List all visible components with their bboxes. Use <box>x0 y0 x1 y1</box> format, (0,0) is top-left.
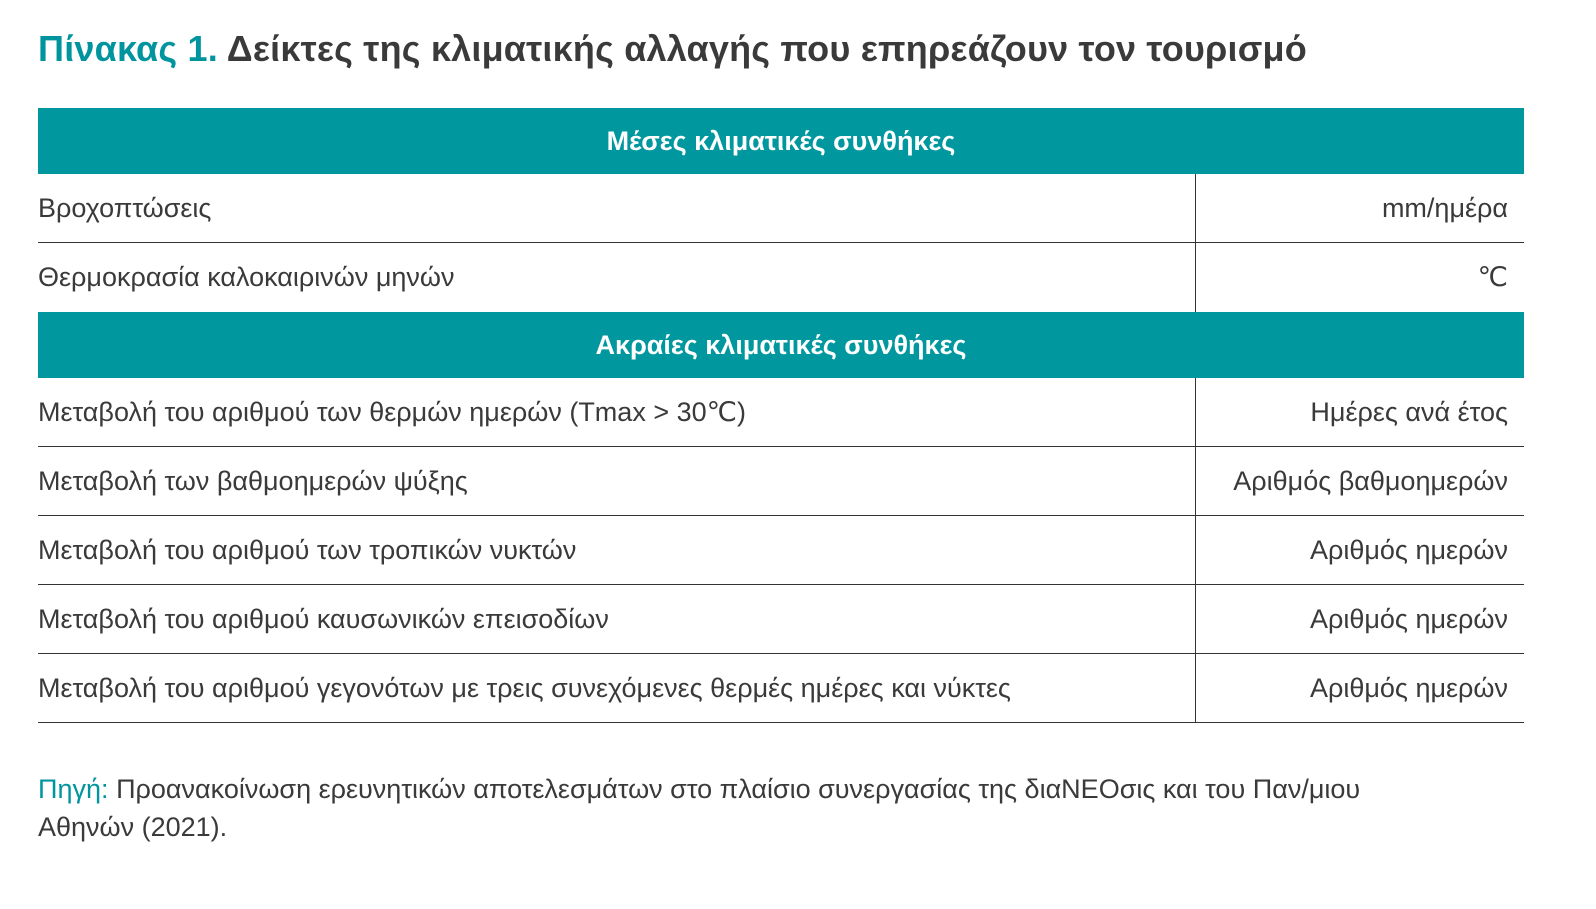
table-title <box>38 28 1307 70</box>
unit-cell: Αριθμός βαθμοημερών <box>1195 447 1524 515</box>
table-number-label: Πίνακας 1. <box>38 28 218 69</box>
unit-cell: Αριθμός ημερών <box>1195 654 1524 722</box>
unit-cell: ℃ <box>1195 243 1524 312</box>
source-note <box>38 770 1438 846</box>
table-title-text: Δείκτες της κλιματικής αλλαγής που επηρεάζουν τον τουρισμό <box>226 28 1307 69</box>
indicator-cell: Βροχοπτώσεις <box>38 192 212 223</box>
table-row <box>38 378 1524 447</box>
indicator-cell: Μεταβολή του αριθμού των τροπικών νυκτών <box>38 534 577 565</box>
unit-cell: Αριθμός ημερών <box>1195 585 1524 653</box>
indicator-cell: Μεταβολή των βαθμοημερών ψύξης <box>38 465 468 496</box>
indicator-cell: Θερμοκρασία καλοκαιρινών μηνών <box>38 262 455 292</box>
source-label: Πηγή: <box>38 774 109 804</box>
source-text: Προανακοίνωση ερευνητικών αποτελεσμάτων στο πλαίσιο συνεργασίας της διαΝΕΟσις και του Παν/μιου Αθηνών (2021). <box>38 774 1361 842</box>
indicator-cell: Μεταβολή του αριθμού γεγονότων με τρεις συνεχόμενες θερμές ημέρες και νύκτες <box>38 672 1011 703</box>
unit-cell: Ημέρες ανά έτος <box>1195 378 1524 446</box>
section-header-average: Μέσες κλιματικές συνθήκες <box>38 108 1524 174</box>
table-row <box>38 243 1524 312</box>
indicator-cell: Μεταβολή του αριθμού των θερμών ημερών (Tmax > 30℃) <box>38 396 746 427</box>
indicators-table <box>38 108 1524 723</box>
table-row <box>38 585 1524 654</box>
unit-cell: mm/ημέρα <box>1195 174 1524 242</box>
table-row <box>38 516 1524 585</box>
unit-cell: Αριθμός ημερών <box>1195 516 1524 584</box>
table-row <box>38 174 1524 243</box>
indicator-cell: Μεταβολή του αριθμού καυσωνικών επεισοδίων <box>38 603 609 634</box>
section-header-extreme: Ακραίες κλιματικές συνθήκες <box>38 312 1524 378</box>
table-row <box>38 654 1524 723</box>
table-row <box>38 447 1524 516</box>
